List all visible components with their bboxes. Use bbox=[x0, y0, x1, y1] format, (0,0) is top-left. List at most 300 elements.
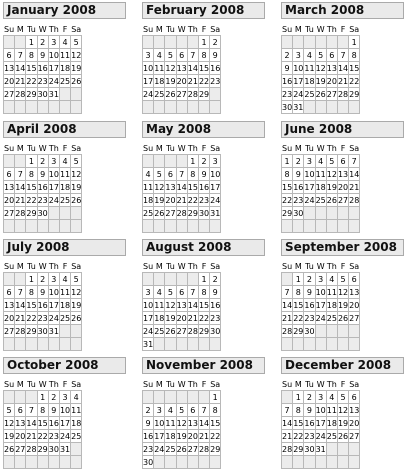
empty-cell bbox=[282, 36, 293, 49]
day-cell: 4 bbox=[165, 404, 176, 417]
weekday-label: M bbox=[15, 142, 26, 155]
day-cell: 17 bbox=[59, 418, 71, 428]
week-row bbox=[4, 62, 82, 75]
weekday-label: Tu bbox=[27, 379, 36, 389]
empty-cell bbox=[337, 101, 348, 114]
day-cell: 31 bbox=[143, 339, 154, 349]
day-cell: 4 bbox=[59, 36, 70, 49]
day-cell: 13 bbox=[15, 418, 26, 428]
empty-cell bbox=[315, 101, 326, 114]
empty-cell bbox=[71, 101, 82, 114]
empty-cell bbox=[304, 101, 315, 114]
day-cell: 1 bbox=[198, 273, 209, 286]
day-cell: 7 bbox=[337, 49, 348, 62]
day-cell: 12 bbox=[165, 63, 176, 73]
day-cell: 8 bbox=[26, 286, 37, 299]
day-cell: 2 bbox=[37, 273, 48, 286]
day-cell: 29 bbox=[26, 326, 37, 336]
day-cell: 16 bbox=[48, 418, 59, 428]
day-cell: 19 bbox=[154, 195, 165, 205]
empty-cell bbox=[15, 338, 26, 351]
day-cell: 21 bbox=[337, 76, 349, 86]
day-cell: 15 bbox=[293, 300, 304, 310]
week-row bbox=[282, 273, 360, 286]
day-cell: 1 bbox=[187, 155, 198, 168]
empty-cell bbox=[143, 391, 154, 404]
day-cell: 26 bbox=[4, 444, 15, 454]
day-cell: 17 bbox=[154, 431, 165, 441]
day-cell: 11 bbox=[304, 63, 315, 73]
empty-cell bbox=[198, 338, 209, 351]
day-cell: 7 bbox=[282, 286, 293, 299]
empty-cell bbox=[293, 338, 304, 351]
day-cell: 11 bbox=[59, 169, 71, 179]
empty-cell bbox=[315, 220, 326, 233]
weekday-label: M bbox=[293, 378, 304, 391]
empty-cell bbox=[326, 443, 337, 456]
day-cell: 21 bbox=[15, 313, 26, 323]
day-cell: 9 bbox=[48, 404, 59, 417]
empty-cell bbox=[154, 220, 165, 233]
empty-cell bbox=[315, 325, 326, 338]
empty-cell bbox=[154, 101, 165, 114]
empty-cell bbox=[176, 155, 187, 168]
day-cell: 17 bbox=[293, 76, 304, 86]
day-cell: 23 bbox=[37, 76, 48, 86]
day-cell: 3 bbox=[48, 36, 59, 49]
day-cell: 29 bbox=[293, 444, 304, 454]
week-row bbox=[282, 312, 360, 325]
empty-cell bbox=[326, 101, 337, 114]
day-cell: 4 bbox=[326, 391, 337, 404]
empty-cell bbox=[337, 325, 348, 338]
week-row bbox=[4, 194, 82, 207]
day-cell: 28 bbox=[282, 326, 293, 336]
empty-cell bbox=[326, 207, 337, 220]
empty-cell bbox=[198, 391, 209, 404]
weekday-label: F bbox=[337, 260, 348, 273]
day-cell: 11 bbox=[154, 300, 165, 310]
day-cell: 19 bbox=[71, 63, 82, 73]
day-cell: 13 bbox=[349, 287, 360, 297]
weekday-header-row bbox=[4, 142, 82, 155]
day-cell: 28 bbox=[187, 326, 198, 336]
week-row bbox=[282, 101, 360, 114]
day-cell: 24 bbox=[315, 313, 326, 323]
day-cell: 4 bbox=[326, 273, 337, 286]
week-row bbox=[282, 36, 360, 49]
day-cell: 22 bbox=[26, 313, 37, 323]
empty-cell bbox=[326, 36, 337, 49]
week-row bbox=[143, 338, 221, 351]
empty-cell bbox=[187, 391, 198, 404]
day-cell: 23 bbox=[37, 313, 48, 323]
empty-cell bbox=[187, 36, 198, 49]
day-cell: 19 bbox=[326, 182, 337, 192]
day-cell: 15 bbox=[26, 182, 37, 192]
empty-cell bbox=[37, 220, 48, 233]
day-cell: 13 bbox=[176, 300, 187, 310]
empty-cell bbox=[337, 338, 348, 351]
week-row bbox=[282, 194, 360, 207]
week-row bbox=[4, 325, 82, 338]
day-cell: 18 bbox=[304, 76, 315, 86]
day-cell: 17 bbox=[48, 63, 59, 73]
day-cell: 24 bbox=[143, 89, 154, 99]
day-cell: 13 bbox=[326, 63, 337, 73]
day-cell: 6 bbox=[4, 49, 15, 62]
day-cell: 28 bbox=[198, 444, 210, 454]
weekday-header-row bbox=[282, 23, 360, 36]
weekday-label: Sa bbox=[210, 379, 221, 389]
empty-cell bbox=[337, 220, 348, 233]
day-cell: 28 bbox=[282, 444, 293, 454]
day-cell: 2 bbox=[198, 155, 209, 168]
weekday-label: Su bbox=[4, 261, 15, 271]
day-cell: 3 bbox=[154, 404, 165, 417]
day-cell: 16 bbox=[37, 63, 48, 73]
weekday-label: Tu bbox=[27, 143, 36, 153]
day-cell: 6 bbox=[349, 273, 360, 286]
day-cell: 11 bbox=[59, 287, 71, 297]
day-cell: 14 bbox=[187, 300, 198, 310]
day-cell: 25 bbox=[59, 76, 71, 86]
weekday-label: Sa bbox=[71, 143, 82, 153]
day-cell: 30 bbox=[37, 326, 48, 336]
week-row bbox=[282, 207, 360, 220]
day-cell: 31 bbox=[48, 326, 59, 336]
month-table bbox=[142, 142, 221, 233]
weekday-label: W bbox=[316, 143, 325, 153]
weekday-label: F bbox=[337, 378, 348, 391]
week-row bbox=[143, 155, 221, 168]
day-cell: 12 bbox=[165, 300, 176, 310]
day-cell: 27 bbox=[337, 195, 349, 205]
weekday-label: Su bbox=[143, 143, 154, 153]
day-cell: 19 bbox=[165, 76, 176, 86]
day-cell: 18 bbox=[59, 182, 71, 192]
day-cell: 25 bbox=[165, 444, 176, 454]
weekday-label: Su bbox=[282, 24, 293, 34]
empty-cell bbox=[154, 391, 165, 404]
empty-cell bbox=[349, 338, 360, 351]
weekday-label: Su bbox=[4, 379, 15, 389]
day-cell: 25 bbox=[59, 313, 71, 323]
weekday-header-row bbox=[143, 23, 221, 36]
empty-cell bbox=[71, 220, 82, 233]
day-cell: 8 bbox=[26, 49, 37, 62]
day-cell: 15 bbox=[187, 182, 198, 192]
empty-cell bbox=[154, 273, 165, 286]
weekday-label: Sa bbox=[71, 261, 82, 271]
day-cell: 16 bbox=[143, 431, 154, 441]
day-cell: 19 bbox=[337, 300, 349, 310]
day-cell: 10 bbox=[48, 169, 59, 179]
weekday-label: Th bbox=[48, 24, 59, 34]
day-cell: 26 bbox=[326, 195, 337, 205]
month-title: July 2008 bbox=[3, 239, 126, 256]
day-cell: 2 bbox=[282, 49, 293, 62]
day-cell: 23 bbox=[210, 313, 221, 323]
day-cell: 6 bbox=[349, 391, 360, 404]
day-cell: 18 bbox=[154, 76, 165, 86]
day-cell: 9 bbox=[37, 49, 48, 62]
day-cell: 8 bbox=[198, 49, 209, 62]
day-cell: 1 bbox=[198, 36, 209, 49]
week-row bbox=[282, 417, 360, 430]
week-row bbox=[143, 417, 221, 430]
empty-cell bbox=[187, 101, 198, 114]
day-cell: 1 bbox=[293, 391, 304, 404]
day-cell: 15 bbox=[198, 63, 210, 73]
day-cell: 21 bbox=[15, 76, 26, 86]
day-cell: 27 bbox=[176, 89, 187, 99]
day-cell: 3 bbox=[143, 286, 154, 299]
day-cell: 14 bbox=[15, 182, 26, 192]
day-cell: 25 bbox=[326, 431, 337, 441]
day-cell: 15 bbox=[293, 418, 304, 428]
month-table bbox=[281, 142, 360, 233]
day-cell: 29 bbox=[210, 444, 221, 454]
week-row bbox=[143, 325, 221, 338]
day-cell: 17 bbox=[210, 182, 221, 192]
empty-cell bbox=[176, 36, 187, 49]
weekday-label: Th bbox=[48, 143, 59, 153]
empty-cell bbox=[326, 220, 337, 233]
day-cell: 28 bbox=[26, 444, 37, 454]
day-cell: 20 bbox=[165, 195, 176, 205]
day-cell: 21 bbox=[15, 195, 26, 205]
day-cell: 15 bbox=[37, 418, 48, 428]
day-cell: 31 bbox=[59, 444, 71, 454]
week-row bbox=[282, 220, 360, 233]
week-row bbox=[282, 430, 360, 443]
empty-cell bbox=[165, 273, 176, 286]
day-cell: 8 bbox=[37, 404, 48, 417]
empty-cell bbox=[349, 325, 360, 338]
day-cell: 18 bbox=[143, 195, 154, 205]
week-row bbox=[143, 194, 221, 207]
day-cell: 22 bbox=[26, 76, 37, 86]
week-row bbox=[143, 101, 221, 114]
week-row bbox=[4, 430, 82, 443]
day-cell: 28 bbox=[15, 208, 26, 218]
day-cell: 25 bbox=[304, 89, 315, 99]
day-cell: 19 bbox=[315, 76, 326, 86]
day-cell: 12 bbox=[4, 418, 15, 428]
day-cell: 12 bbox=[71, 287, 82, 297]
empty-cell bbox=[48, 220, 59, 233]
empty-cell bbox=[187, 220, 198, 233]
empty-cell bbox=[176, 338, 187, 351]
weekday-label: Tu bbox=[305, 24, 314, 34]
week-row bbox=[143, 430, 221, 443]
day-cell: 28 bbox=[15, 89, 26, 99]
week-row bbox=[4, 101, 82, 114]
day-cell: 11 bbox=[315, 169, 326, 179]
weekday-label: Th bbox=[48, 261, 59, 271]
day-cell: 21 bbox=[349, 182, 360, 192]
day-cell: 21 bbox=[282, 431, 293, 441]
day-cell: 12 bbox=[315, 63, 326, 73]
week-row bbox=[4, 286, 82, 299]
day-cell: 4 bbox=[315, 155, 326, 168]
month-title: November 2008 bbox=[142, 357, 265, 374]
day-cell: 29 bbox=[282, 208, 293, 218]
week-row bbox=[143, 312, 221, 325]
day-cell: 2 bbox=[48, 391, 59, 404]
empty-cell bbox=[198, 220, 209, 233]
weekday-label: W bbox=[38, 143, 47, 153]
week-row bbox=[4, 273, 82, 286]
week-row bbox=[282, 75, 360, 88]
weekday-label: Su bbox=[143, 261, 154, 271]
day-cell: 24 bbox=[315, 431, 326, 441]
week-row bbox=[4, 312, 82, 325]
day-cell: 17 bbox=[48, 182, 59, 192]
week-row bbox=[4, 36, 82, 49]
weekday-label: M bbox=[15, 378, 26, 391]
day-cell: 17 bbox=[315, 418, 326, 428]
day-cell: 12 bbox=[326, 169, 337, 179]
day-cell: 6 bbox=[4, 286, 15, 299]
weekday-label: Th bbox=[48, 379, 59, 389]
day-cell: 8 bbox=[293, 286, 304, 299]
day-cell: 28 bbox=[349, 195, 360, 205]
day-cell: 27 bbox=[349, 313, 360, 323]
day-cell: 25 bbox=[154, 326, 165, 336]
weekday-label: F bbox=[198, 23, 209, 36]
weekday-label: F bbox=[198, 142, 209, 155]
empty-cell bbox=[282, 338, 293, 351]
day-cell: 9 bbox=[293, 168, 304, 181]
day-cell: 26 bbox=[154, 208, 165, 218]
day-cell: 14 bbox=[337, 63, 349, 73]
empty-cell bbox=[71, 443, 82, 456]
weekday-label: F bbox=[198, 260, 209, 273]
day-cell: 31 bbox=[315, 444, 326, 454]
day-cell: 17 bbox=[143, 76, 154, 86]
day-cell: 15 bbox=[282, 182, 293, 192]
weekday-label: F bbox=[59, 23, 70, 36]
day-cell: 16 bbox=[37, 182, 48, 192]
weekday-header-row bbox=[282, 142, 360, 155]
day-cell: 7 bbox=[15, 286, 26, 299]
day-cell: 15 bbox=[198, 300, 210, 310]
week-row bbox=[282, 49, 360, 62]
month-title: January 2008 bbox=[3, 2, 126, 19]
day-cell: 18 bbox=[326, 418, 337, 428]
day-cell: 9 bbox=[210, 49, 221, 62]
empty-cell bbox=[176, 273, 187, 286]
day-cell: 20 bbox=[4, 76, 15, 86]
empty-cell bbox=[59, 88, 70, 101]
empty-cell bbox=[176, 101, 187, 114]
day-cell: 23 bbox=[143, 444, 154, 454]
weekday-label: M bbox=[15, 260, 26, 273]
day-cell: 28 bbox=[15, 326, 26, 336]
empty-cell bbox=[176, 220, 187, 233]
day-cell: 7 bbox=[187, 286, 198, 299]
empty-cell bbox=[37, 101, 48, 114]
empty-cell bbox=[15, 155, 26, 168]
day-cell: 10 bbox=[315, 287, 326, 297]
day-cell: 10 bbox=[143, 63, 154, 73]
empty-cell bbox=[26, 338, 37, 351]
day-cell: 16 bbox=[210, 300, 221, 310]
weekday-label: F bbox=[198, 378, 209, 391]
day-cell: 4 bbox=[71, 391, 82, 404]
day-cell: 8 bbox=[349, 49, 360, 62]
day-cell: 7 bbox=[176, 168, 187, 181]
empty-cell bbox=[143, 220, 154, 233]
day-cell: 10 bbox=[154, 418, 165, 428]
weekday-header-row bbox=[143, 142, 221, 155]
day-cell: 5 bbox=[337, 391, 348, 404]
weekday-label: Sa bbox=[349, 24, 360, 34]
day-cell: 6 bbox=[176, 49, 187, 62]
day-cell: 23 bbox=[282, 89, 293, 99]
empty-cell bbox=[165, 391, 176, 404]
day-cell: 22 bbox=[198, 76, 210, 86]
day-cell: 17 bbox=[48, 300, 59, 310]
day-cell: 6 bbox=[165, 168, 176, 181]
month-table bbox=[142, 260, 221, 351]
week-row bbox=[143, 299, 221, 312]
weekday-label: W bbox=[177, 261, 186, 271]
empty-cell bbox=[210, 101, 221, 114]
day-cell: 13 bbox=[337, 169, 349, 179]
month-table bbox=[281, 23, 360, 114]
week-row bbox=[143, 273, 221, 286]
day-cell: 15 bbox=[26, 63, 37, 73]
empty-cell bbox=[326, 325, 337, 338]
day-cell: 18 bbox=[154, 313, 165, 323]
weekday-label: Tu bbox=[166, 379, 175, 389]
day-cell: 18 bbox=[315, 182, 326, 192]
day-cell: 12 bbox=[176, 418, 187, 428]
day-cell: 20 bbox=[187, 431, 198, 441]
empty-cell bbox=[165, 101, 176, 114]
day-cell: 14 bbox=[282, 418, 293, 428]
empty-cell bbox=[26, 220, 37, 233]
week-row bbox=[282, 62, 360, 75]
day-cell: 24 bbox=[48, 195, 59, 205]
weekday-header-row bbox=[4, 23, 82, 36]
empty-cell bbox=[4, 273, 15, 286]
month-title: March 2008 bbox=[281, 2, 404, 19]
day-cell: 7 bbox=[198, 404, 209, 417]
day-cell: 30 bbox=[293, 208, 304, 218]
empty-cell bbox=[210, 220, 221, 233]
day-cell: 25 bbox=[154, 89, 165, 99]
empty-cell bbox=[4, 391, 15, 404]
week-row bbox=[282, 181, 360, 194]
day-cell: 26 bbox=[71, 195, 82, 205]
weekday-label: Tu bbox=[166, 143, 175, 153]
weekday-label: Su bbox=[282, 143, 293, 153]
empty-cell bbox=[154, 155, 165, 168]
day-cell: 10 bbox=[48, 50, 59, 60]
day-cell: 23 bbox=[304, 313, 315, 323]
day-cell: 2 bbox=[210, 36, 221, 49]
day-cell: 2 bbox=[37, 155, 48, 168]
empty-cell bbox=[165, 155, 176, 168]
day-cell: 16 bbox=[304, 300, 315, 310]
day-cell: 1 bbox=[26, 36, 37, 49]
day-cell: 18 bbox=[71, 418, 82, 428]
day-cell: 25 bbox=[59, 195, 71, 205]
